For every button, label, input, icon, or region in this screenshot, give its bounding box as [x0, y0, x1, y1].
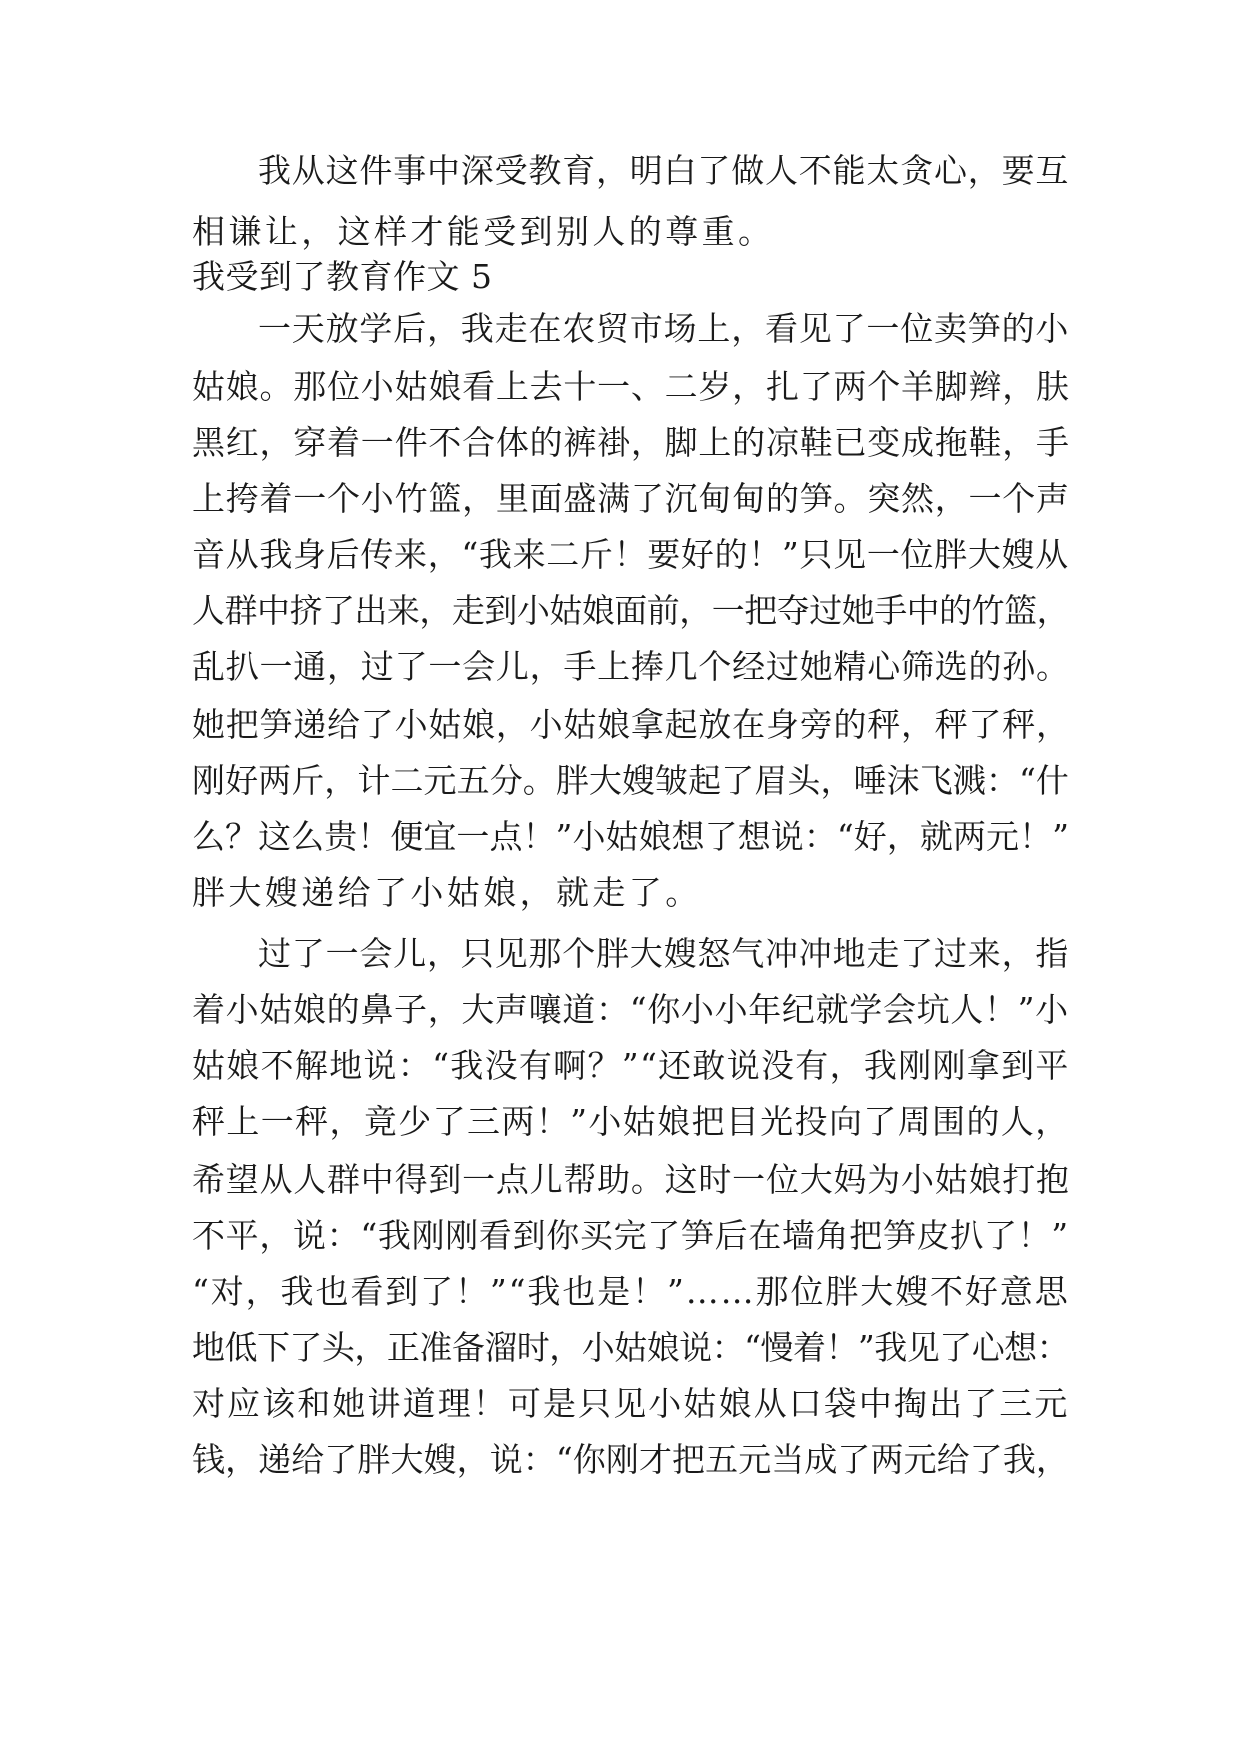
section-heading: 我受到了教育作文 5	[192, 257, 493, 296]
paragraph-line: 音从我身后传来，“我来二斤！要好的！”只见一位胖大嫂从	[192, 535, 1069, 574]
paragraph-line: 姑娘。那位小姑娘看上去十一、二岁，扎了两个羊脚辫，肤	[192, 367, 1070, 406]
paragraph-line: 秤上一秤，竟少了三两！”小姑娘把目光投向了周围的人，	[192, 1102, 1070, 1141]
paragraph-line: 刚好两斤，计二元五分。胖大嫂皱起了眉头，唾沫飞溅：“什	[192, 761, 1069, 800]
paragraph-line: 不平，说：“我刚刚看到你买完了笋后在墙角把笋皮扒了！”	[192, 1216, 1069, 1255]
paragraph-line: 黑红，穿着一件不合体的裤褂，脚上的凉鞋已变成拖鞋，手	[192, 423, 1070, 462]
paragraph-line: 胖大嫂递给了小姑娘，就走了。	[192, 873, 702, 912]
paragraph-line: 上挎着一个小竹篮，里面盛满了沉甸甸的笋。突然，一个声	[192, 479, 1070, 518]
paragraph-line: 过了一会儿，只见那个胖大嫂怒气冲冲地走了过来，指	[258, 934, 1070, 973]
paragraph-line: 乱扒一通，过了一会儿，手上捧几个经过她精心筛选的孙。	[192, 647, 1070, 686]
paragraph-line: 希望从人群中得到一点儿帮助。这时一位大妈为小姑娘打抱	[192, 1160, 1070, 1199]
paragraph-line: 一天放学后，我走在农贸市场上，看见了一位卖笋的小	[258, 309, 1070, 348]
paragraph-line: “对，我也看到了！”“我也是！”……那位胖大嫂不好意思	[192, 1272, 1070, 1311]
paragraph-line: 相谦让，这样才能受到别人的尊重。	[192, 212, 775, 251]
paragraph-line: 她把笋递给了小姑娘，小姑娘拿起放在身旁的秤，秤了秤，	[192, 705, 1070, 744]
paragraph-line: 么？这么贵！便宜一点！”小姑娘想了想说：“好，就两元！”	[192, 817, 1070, 856]
paragraph-line: 钱，递给了胖大嫂，说：“你刚才把五元当成了两元给了我，	[192, 1440, 1069, 1479]
paragraph-line: 地低下了头，正准备溜时，小姑娘说：“慢着！”我见了心想：	[192, 1328, 1070, 1367]
paragraph-line: 我从这件事中深受教育，明白了做人不能太贪心，要互	[258, 151, 1070, 190]
paragraph-line: 着小姑娘的鼻子，大声嚷道：“你小小年纪就学会坑人！”小	[192, 990, 1069, 1029]
paragraph-line: 对应该和她讲道理！可是只见小姑娘从口袋中掏出了三元	[192, 1384, 1070, 1423]
paragraph-line: 人群中挤了出来，走到小姑娘面前，一把夺过她手中的竹篮，	[192, 591, 1070, 630]
paragraph-line: 姑娘不解地说：“我没有啊？”“还敢说没有，我刚刚拿到平	[192, 1046, 1070, 1085]
